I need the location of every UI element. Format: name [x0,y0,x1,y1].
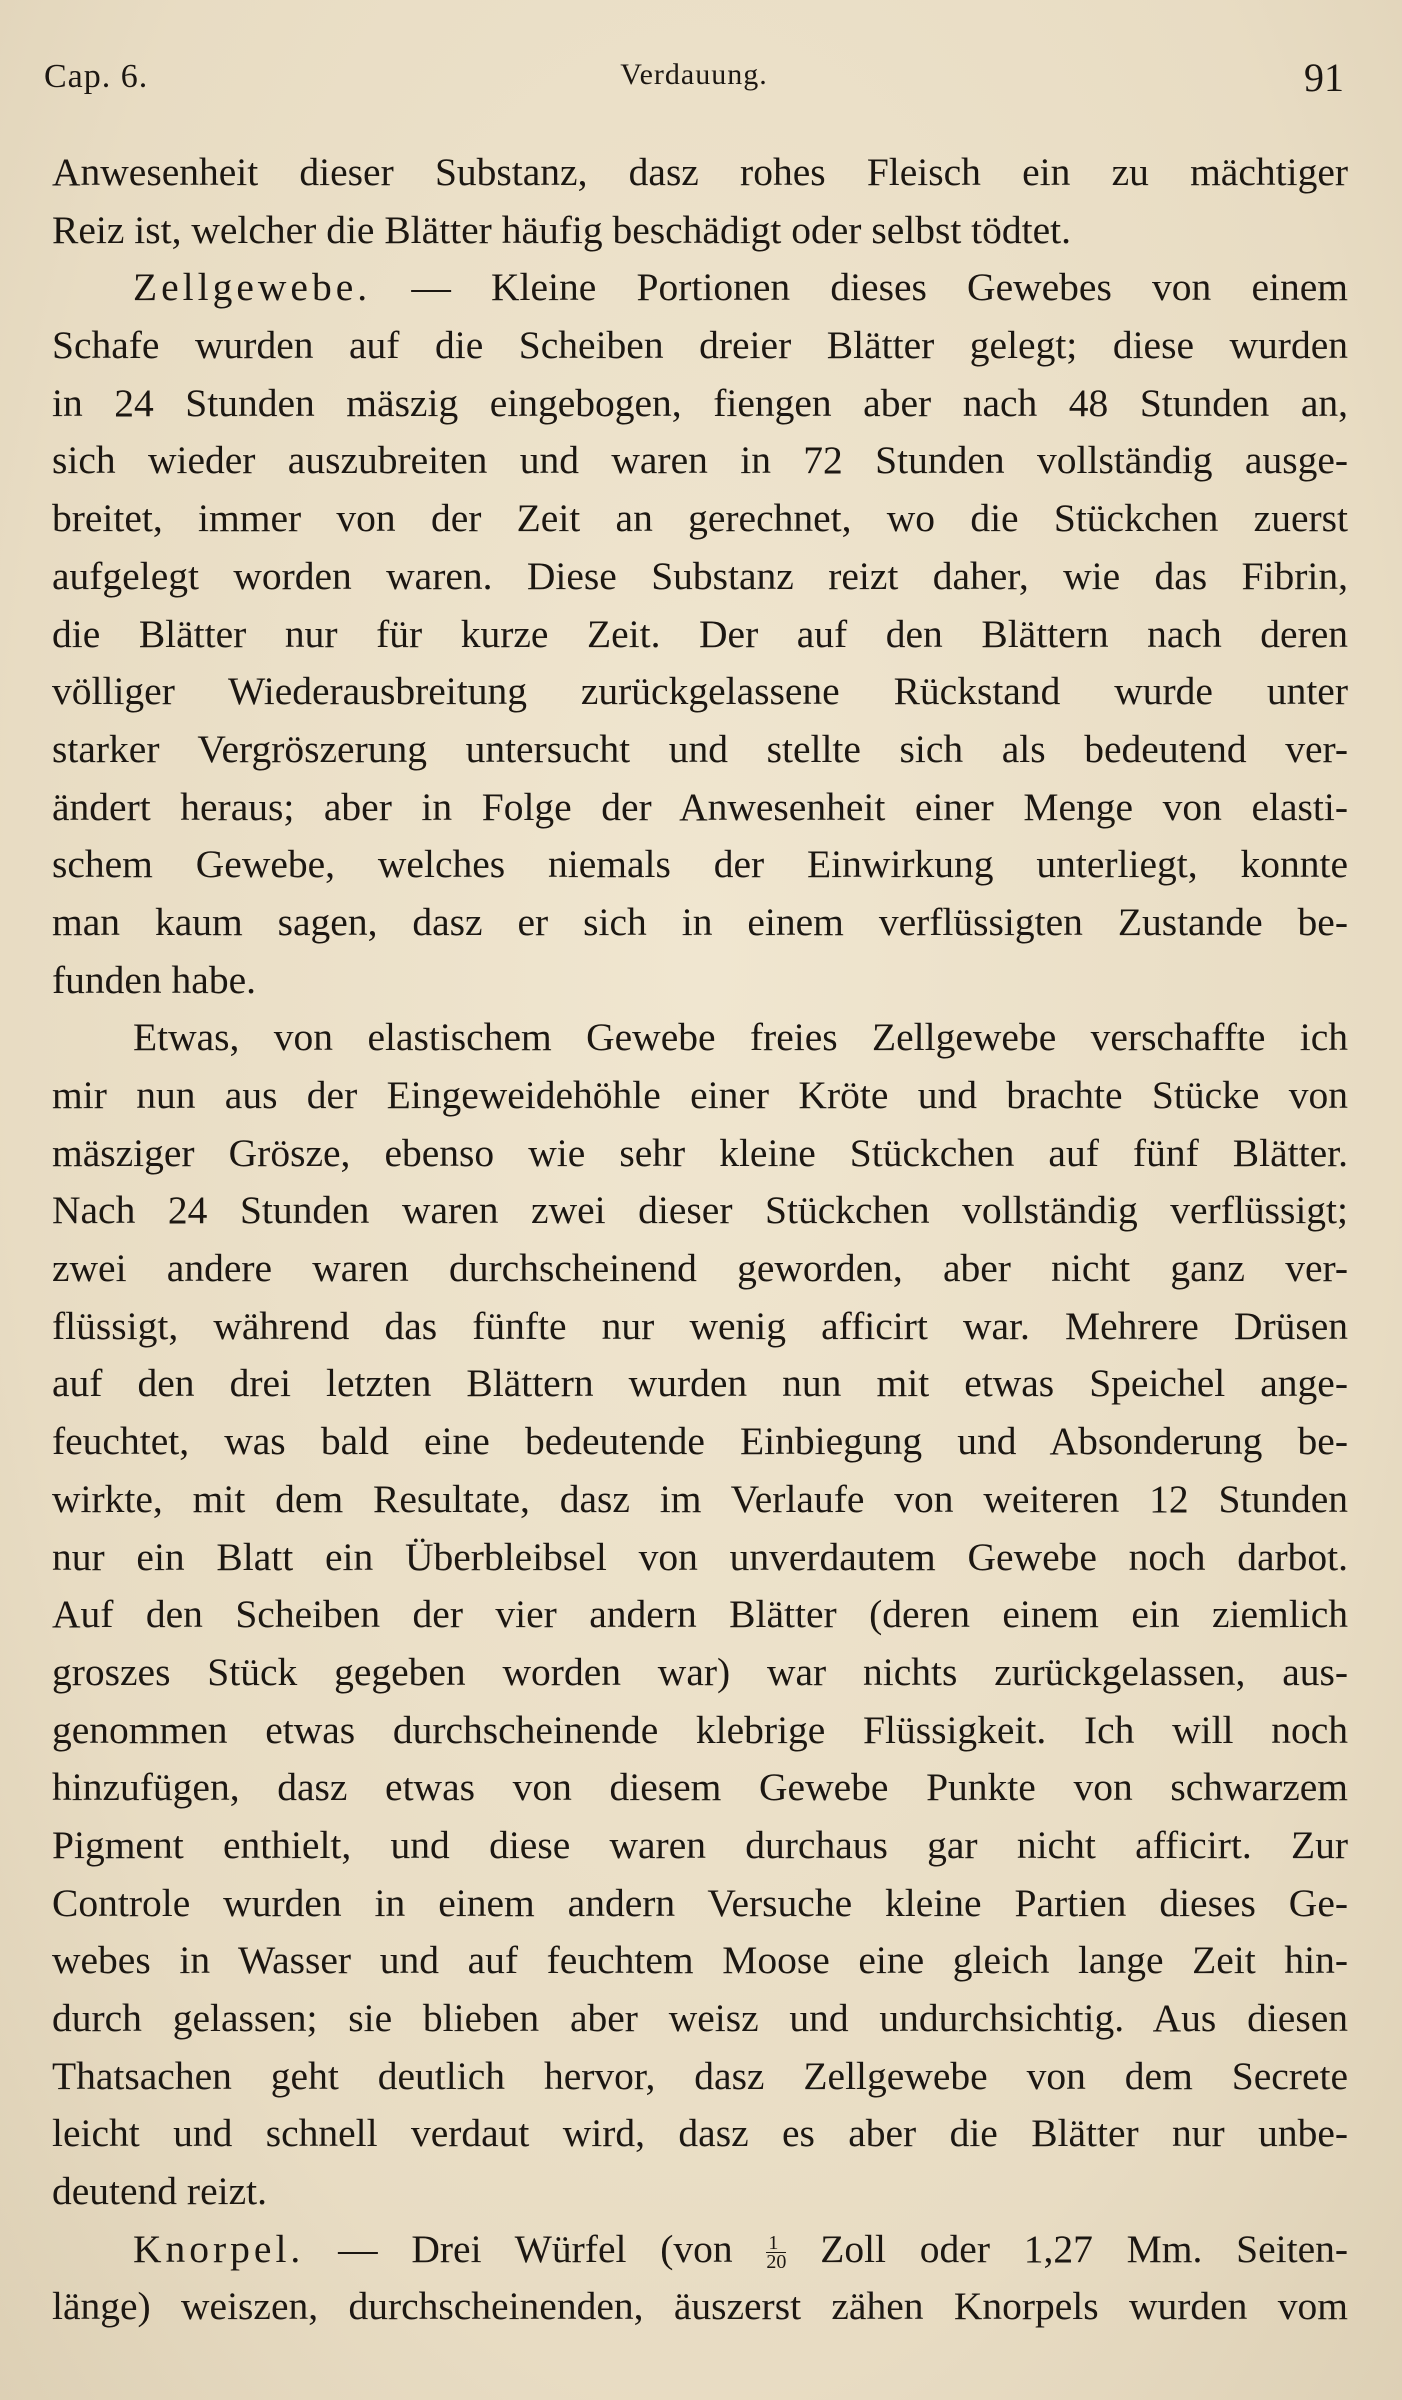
text-line: man kaum sagen, dasz er sich in einem verflüssigten Zustande be- [52,899,1348,944]
text-line: Etwas, von elastischem Gewebe freies Zellgewebe verschaffte ich [133,1015,1348,1060]
text-line: Pigment enthielt, und diese waren durchaus gar nicht afficirt. Zur [52,1822,1348,1867]
text-line: Reiz ist, welcher die Blätter häufig beschädigt oder selbst tödtet. [52,207,1072,252]
text-line: sich wieder auszubreiten und waren in 72 Stunden vollständig ausge- [52,438,1348,483]
text-line: feuchtet, was bald eine bedeutende Einbiegung und Absonderung be- [52,1419,1348,1464]
text-line: schem Gewebe, welches niemals der Einwirkung unterliegt, konnte [52,842,1348,887]
text-line: Controle wurden in einem andern Versuche kleine Partien dieses Ge- [52,1880,1348,1925]
text-line: in 24 Stunden mäszig eingebogen, fiengen aber nach 48 Stunden an, [52,380,1348,425]
text-line: Auf den Scheiben der vier andern Blätter (deren einem ein ziemlich [52,1592,1348,1637]
text-segment: — Drei Würfel (von [338,2226,733,2271]
text-line: Anwesenheit dieser Substanz, dasz rohes Fleisch ein zu mächtiger [52,150,1348,194]
text-line: hinzufügen, dasz etwas von diesem Gewebe Punkte von schwarzem [52,1765,1348,1810]
chapter-label: Cap. 6. [44,58,149,95]
text-line: flüssigt, während das fünfte nur wenig afficirt war. Mehrere Drüsen [52,1303,1348,1348]
text-line [52,259,1348,317]
text-line: zwei andere waren durchscheinend geworden, aber nicht ganz ver- [52,1246,1348,1291]
text-line: ändert heraus; aber in Folge der Anwesenheit einer Menge von elasti- [52,784,1348,829]
running-header [44,55,1344,108]
text-line: funden habe. [52,957,256,1002]
text-line: mir nun aus der Eingeweidehöhle einer Kröte und brachte Stücke von [52,1073,1348,1117]
text-line: starker Vergröszerung untersucht und stellte sich als bedeutend ver- [52,726,1348,771]
fraction-denominator: 20 [766,2251,787,2274]
text-segment: Zoll oder 1,27 Mm. Seiten- [820,2226,1349,2271]
text-line: groszes Stück gegeben worden war) war nichts zurückgelassen, aus- [52,1649,1348,1694]
text-line: leicht und schnell verdaut wird, dasz es aber die Blätter nur unbe- [52,2111,1348,2156]
text-line: die Blätter nur für kurze Zeit. Der auf den Blättern nach deren [52,611,1348,656]
text-line: aufgelegt worden waren. Diese Substanz reizt daher, wie das Fibrin, [52,553,1348,598]
fraction [766,2232,787,2274]
text-line: völliger Wiederausbreitung zurückgelassene Rückstand wurde unter [52,669,1348,714]
text-line: länge) weiszen, durchscheinenden, äuszerst zähen Knorpels wurden vom [52,2284,1348,2329]
fraction-numerator: 1 [766,2234,786,2253]
text-line: Nach 24 Stunden waren zwei dieser Stückchen vollständig verflüssigt; [52,1188,1348,1233]
text-line: breitet, immer von der Zeit an gerechnet, wo die Stückchen zuerst [52,496,1348,541]
text-line: mäsziger Grösze, ebenso wie sehr kleine Stückchen auf fünf Blätter. [52,1130,1348,1175]
text-line: Schafe wurden auf die Scheiben dreier Blätter gelegt; diese wurden [52,323,1348,368]
text-line: nur ein Blatt ein Überbleibsel von unverdautem Gewebe noch darbot. [52,1534,1348,1579]
text-line: auf den drei letzten Blättern wurden nun mit etwas Speichel ange- [52,1361,1348,1406]
text-line: webes in Wasser und auf feuchtem Moose eine gleich lange Zeit hin- [52,1938,1348,1983]
page-number: 91 [1304,55,1344,100]
text-segment: — Kleine Portionen dieses Gewebes von einem [411,265,1348,310]
text-line: genommen etwas durchscheinende klebrige Flüssigkeit. Ich will noch [52,1707,1348,1752]
text-line: wirkte, mit dem Resultate, dasz im Verlaufe von weiteren 12 Stunden [52,1476,1348,1521]
text-line [52,2221,1348,2279]
running-title: Verdauung. [620,58,768,91]
text-line: durch gelassen; sie blieben aber weisz und undurchsichtig. Aus diesen [52,1996,1348,2040]
spaced-term-zellgewebe: Zellgewebe. [133,265,372,310]
text-line: Thatsachen geht deutlich hervor, dasz Zellgewebe von dem Secrete [52,2053,1348,2098]
spaced-term-knorpel: Knorpel. [133,2226,305,2271]
text-line: deutend reizt. [52,2169,267,2214]
body-text [52,144,1348,2336]
